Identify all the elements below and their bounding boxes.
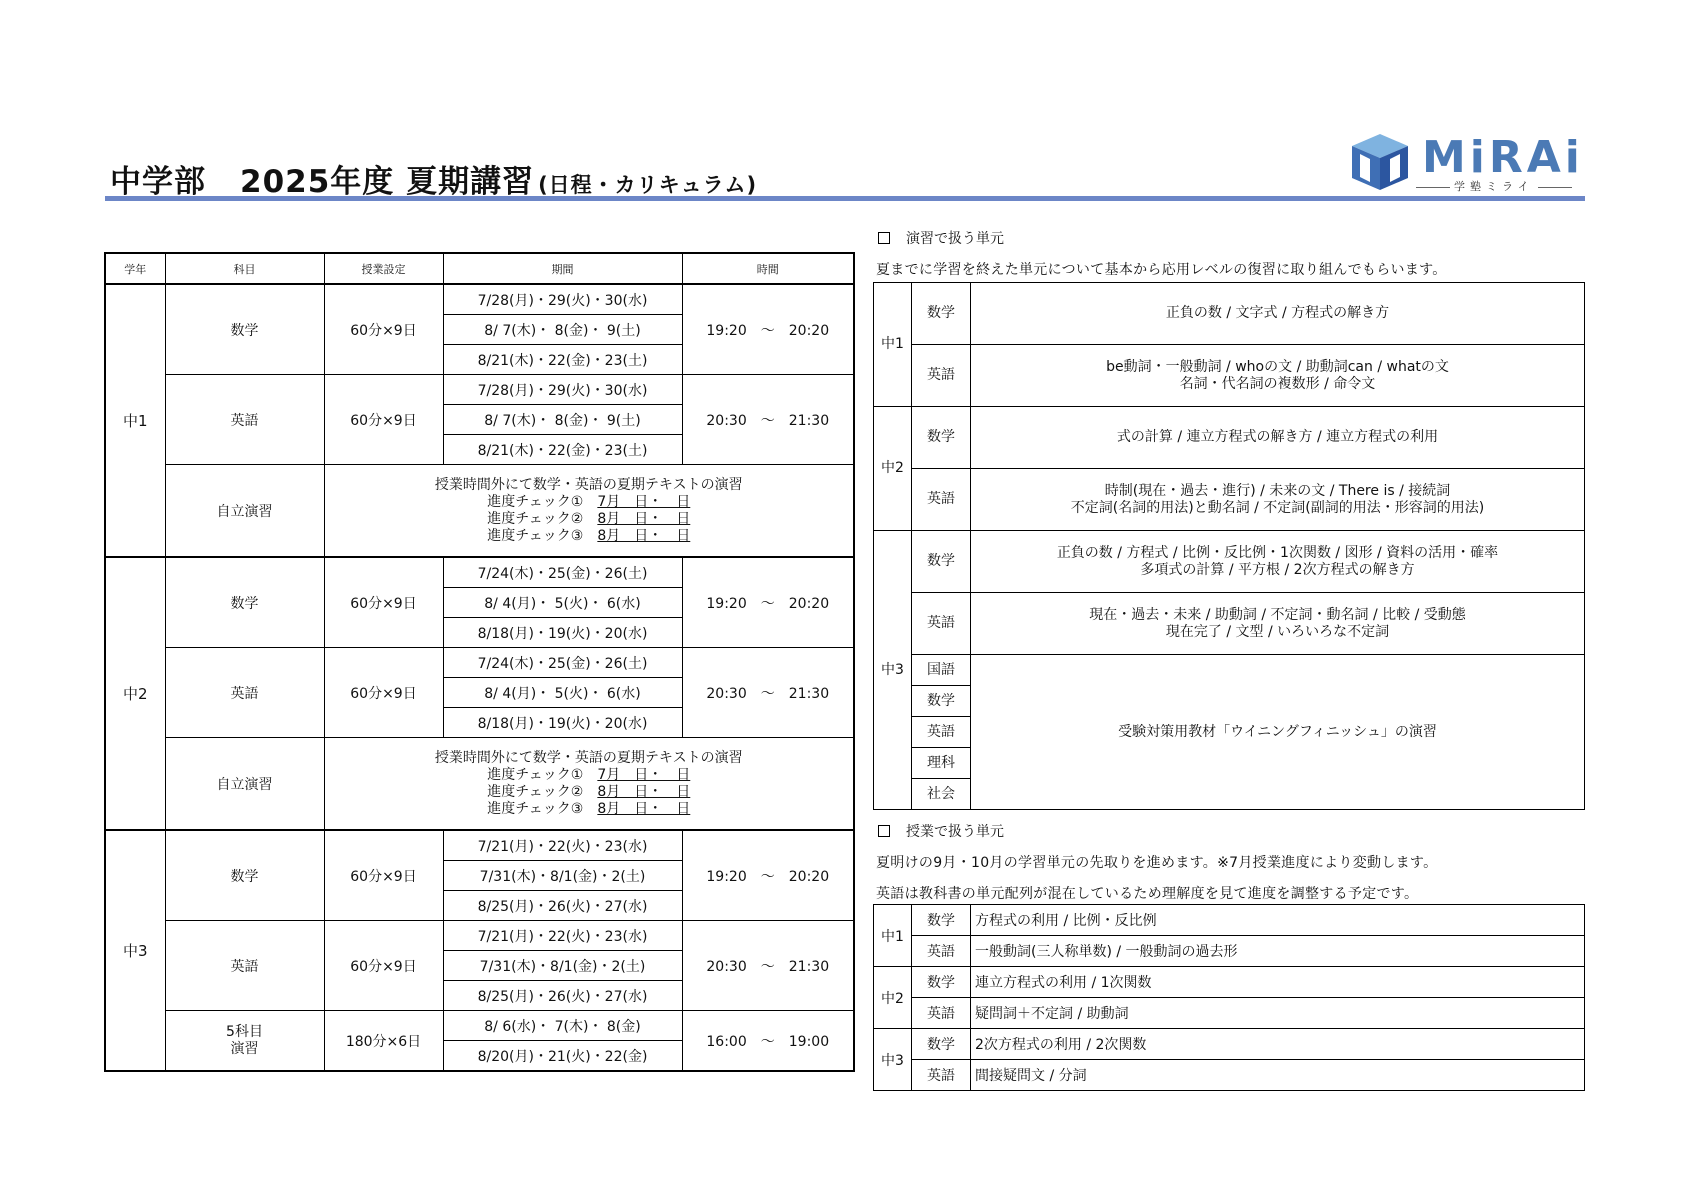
header-setting: 授業設定: [324, 253, 443, 284]
setting-cell: 60分×9日: [324, 375, 443, 465]
subject-cell: 数学: [912, 1029, 971, 1060]
subject-cell: 数学: [912, 531, 971, 593]
header-subject: 科目: [165, 253, 324, 284]
practice-units-table: [873, 282, 1585, 810]
grade-cell: 中2: [874, 407, 912, 531]
subject-cell: 数学: [165, 830, 324, 921]
subject-cell: 数学: [912, 905, 971, 936]
header-time: 時間: [682, 253, 854, 284]
period-cell: 8/ 7(木)・ 8(金)・ 9(土): [443, 315, 682, 345]
subject-cell: 数学: [165, 284, 324, 375]
classes-note-1: 夏明けの9月・10月の学習単元の先取りを進めます。※7月授業進度により変動します。: [876, 855, 1438, 871]
table-row: [105, 648, 854, 678]
table-row: [105, 1011, 854, 1041]
table-row: [874, 531, 1585, 593]
period-cell: 8/ 4(月)・ 5(火)・ 6(水): [443, 588, 682, 618]
table-row: [105, 284, 854, 315]
period-cell: 8/20(月)・21(火)・22(金): [443, 1041, 682, 1072]
practice-note: 夏までに学習を終えた単元について基本から応用レベルの復習に取り組んでもらいます。: [876, 262, 1447, 278]
table-row: [874, 345, 1585, 407]
table-row: [105, 557, 854, 588]
checkbox-icon: [878, 232, 890, 244]
table-row: [874, 1060, 1585, 1091]
grade-cell: 中1: [105, 284, 165, 557]
period-cell: 7/21(月)・22(火)・23(水): [443, 830, 682, 861]
period-cell: 8/18(月)・19(火)・20(水): [443, 708, 682, 738]
time-cell: 20:30 ～ 21:30: [682, 375, 854, 465]
table-row: [874, 967, 1585, 998]
classes-note-2: 英語は教科書の単元配列が混在しているため理解度を見て進度を調整する予定です。: [876, 886, 1419, 902]
period-cell: 8/18(月)・19(火)・20(水): [443, 618, 682, 648]
time-cell: 19:20 ～ 20:20: [682, 284, 854, 375]
subject-cell: 英語: [165, 648, 324, 738]
title-sub: (日程・カリキュラム): [538, 173, 758, 197]
grade-cell: 中3: [874, 1029, 912, 1091]
unit-content: 一般動詞(三人称単数) / 一般動詞の過去形: [971, 936, 1585, 967]
title-main: 中学部: [110, 164, 206, 200]
table-row: [874, 655, 1585, 686]
class-units-table: [873, 904, 1585, 1091]
period-cell: 7/31(木)・8/1(金)・2(土): [443, 951, 682, 981]
table-row: [874, 905, 1585, 936]
subject-cell: 数学: [912, 283, 971, 345]
unit-content: 受験対策用教材「ウイニングフィニッシュ」の演習: [971, 655, 1585, 810]
period-cell: 7/31(木)・8/1(金)・2(土): [443, 861, 682, 891]
period-cell: 8/21(木)・22(金)・23(土): [443, 345, 682, 375]
subject-cell: 国語: [912, 655, 971, 686]
period-cell: 7/24(木)・25(金)・26(土): [443, 557, 682, 588]
table-row: [874, 469, 1585, 531]
setting-cell: 180分×6日: [324, 1011, 443, 1072]
unit-content: 式の計算 / 連立方程式の解き方 / 連立方程式の利用: [971, 407, 1585, 469]
unit-content: 正負の数 / 文字式 / 方程式の解き方: [971, 283, 1585, 345]
subject-cell: 理科: [912, 748, 971, 779]
table-row: [105, 830, 854, 861]
unit-content: 正負の数 / 方程式 / 比例・反比例・1次関数 / 図形 / 資料の活用・確率 多項式の計算 / 平方根 / 2次方程式の解き方: [971, 531, 1585, 593]
table-row: [874, 407, 1585, 469]
subject-cell: 数学: [912, 407, 971, 469]
grade-cell: 中1: [874, 283, 912, 407]
logo-cube-icon: [1348, 132, 1412, 192]
unit-content: 現在・過去・未来 / 助動詞 / 不定詞・動名詞 / 比較 / 受動態 現在完了 / 文型 / いろいろな不定詞: [971, 593, 1585, 655]
title-rule: [105, 196, 1585, 201]
table-row: [874, 998, 1585, 1029]
schedule-header-row: [105, 253, 854, 284]
time-cell: 16:00 ～ 19:00: [682, 1011, 854, 1072]
schedule-table: [104, 252, 855, 1072]
setting-cell: 60分×9日: [324, 830, 443, 921]
selfstudy-content: 授業時間外にて数学・英語の夏期テキストの演習 進度チェック① 7月 日・ 日 進度チェック② 8月 日・ 日 進度チェック③ 8月 日・ 日: [324, 465, 854, 558]
period-cell: 7/28(月)・29(火)・30(水): [443, 375, 682, 405]
unit-content: 疑問詞＋不定詞 / 助動詞: [971, 998, 1585, 1029]
setting-cell: 60分×9日: [324, 557, 443, 648]
classes-heading: 授業で扱う単元: [878, 821, 1004, 841]
header-grade: 学年: [105, 253, 165, 284]
table-row: [105, 738, 854, 831]
period-cell: 8/25(月)・26(火)・27(水): [443, 891, 682, 921]
subject-cell: 5科目 演習: [165, 1011, 324, 1072]
grade-cell: 中1: [874, 905, 912, 967]
unit-content: 連立方程式の利用 / 1次関数: [971, 967, 1585, 998]
table-row: [105, 921, 854, 951]
table-row: [874, 1029, 1585, 1060]
table-row: [874, 936, 1585, 967]
logo-subtext: 学塾ミライ: [1412, 178, 1572, 194]
time-cell: 19:20 ～ 20:20: [682, 557, 854, 648]
subject-cell: 英語: [912, 469, 971, 531]
logo-text: MiRAi: [1422, 132, 1584, 183]
period-cell: 7/21(月)・22(火)・23(水): [443, 921, 682, 951]
subject-cell: 英語: [912, 1060, 971, 1091]
grade-cell: 中2: [874, 967, 912, 1029]
subject-cell: 英語: [912, 998, 971, 1029]
grade-cell: 中2: [105, 557, 165, 830]
setting-cell: 60分×9日: [324, 648, 443, 738]
grade-cell: 中3: [105, 830, 165, 1071]
table-row: [874, 593, 1585, 655]
setting-cell: 60分×9日: [324, 921, 443, 1011]
subject-cell: 社会: [912, 779, 971, 810]
checkbox-icon: [878, 825, 890, 837]
unit-content: 時制(現在・過去・進行) / 未来の文 / There is / 接続詞 不定詞(名詞的用法)と動名詞 / 不定詞(副詞的用法・形容詞的用法): [971, 469, 1585, 531]
logo: [1348, 132, 1584, 194]
time-cell: 19:20 ～ 20:20: [682, 830, 854, 921]
subject-cell: 英語: [912, 345, 971, 407]
subject-cell: 数学: [165, 557, 324, 648]
period-cell: 8/25(月)・26(火)・27(水): [443, 981, 682, 1011]
unit-content: 2次方程式の利用 / 2次関数: [971, 1029, 1585, 1060]
page-title: [110, 156, 757, 201]
period-cell: 7/28(月)・29(火)・30(水): [443, 284, 682, 315]
unit-content: 方程式の利用 / 比例・反比例: [971, 905, 1585, 936]
table-row: [105, 375, 854, 405]
subject-cell: 英語: [912, 936, 971, 967]
unit-content: be動詞・一般動詞 / whoの文 / 助動詞can / whatの文 名詞・代名詞の複数形 / 命令文: [971, 345, 1585, 407]
title-year: 2025年度 夏期講習: [240, 164, 535, 200]
table-row: [105, 465, 854, 558]
period-cell: 8/ 4(月)・ 5(火)・ 6(水): [443, 678, 682, 708]
selfstudy-content: 授業時間外にて数学・英語の夏期テキストの演習 進度チェック① 7月 日・ 日 進度チェック② 8月 日・ 日 進度チェック③ 8月 日・ 日: [324, 738, 854, 831]
period-cell: 8/21(木)・22(金)・23(土): [443, 435, 682, 465]
subject-cell: 英語: [165, 375, 324, 465]
selfstudy-subject: 自立演習: [165, 738, 324, 831]
setting-cell: 60分×9日: [324, 284, 443, 375]
table-row: [874, 283, 1585, 345]
period-cell: 8/ 6(水)・ 7(木)・ 8(金): [443, 1011, 682, 1041]
header-period: 期間: [443, 253, 682, 284]
subject-cell: 英語: [912, 593, 971, 655]
period-cell: 7/24(木)・25(金)・26(土): [443, 648, 682, 678]
period-cell: 8/ 7(木)・ 8(金)・ 9(土): [443, 405, 682, 435]
unit-content: 間接疑問文 / 分詞: [971, 1060, 1585, 1091]
time-cell: 20:30 ～ 21:30: [682, 921, 854, 1011]
selfstudy-subject: 自立演習: [165, 465, 324, 558]
subject-cell: 英語: [912, 717, 971, 748]
grade-cell: 中3: [874, 531, 912, 810]
subject-cell: 英語: [165, 921, 324, 1011]
subject-cell: 数学: [912, 967, 971, 998]
time-cell: 20:30 ～ 21:30: [682, 648, 854, 738]
practice-heading: 演習で扱う単元: [878, 228, 1004, 248]
subject-cell: 数学: [912, 686, 971, 717]
